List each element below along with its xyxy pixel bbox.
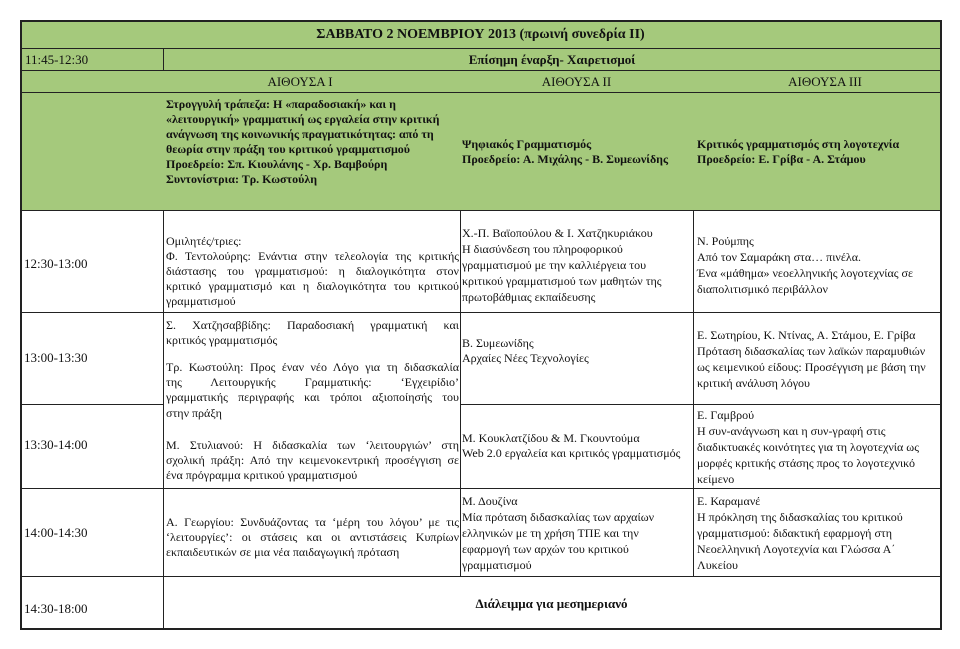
grid-h2	[20, 70, 941, 71]
grid-h1	[20, 48, 941, 49]
grid-v-r2	[693, 210, 694, 576]
page-title: ΣΑΒΒΑΤΟ 2 ΝΟΕΜΒΡΙΟΥ 2013 (πρωινή συνεδρία ΙΙ)	[316, 27, 645, 42]
grid-h4	[20, 210, 941, 211]
room-3-heading: ΑΙΘΟΥΣΑ ΙΙΙ	[788, 74, 862, 89]
room-1-heading: ΑΙΘΟΥΣΑ Ι	[267, 74, 333, 89]
time-slot-3: 13:30-14:00	[24, 437, 88, 452]
opening-text: Επίσημη έναρξη- Χαιρετισμοί	[468, 52, 636, 67]
room-2-heading: ΑΙΘΟΥΣΑ ΙΙ	[541, 74, 612, 89]
grid-v-right	[940, 20, 942, 630]
grid-h8	[20, 576, 941, 577]
grid-h6	[20, 404, 163, 405]
grid-v-left	[20, 20, 22, 630]
grid-h6b	[460, 404, 941, 405]
time-slot-1: 12:30-13:00	[24, 256, 88, 271]
grid-v-time2	[163, 210, 164, 628]
time-slot-2: 13:00-13:30	[24, 350, 88, 365]
time-slot-4: 14:00-14:30	[24, 525, 88, 540]
time-slot-5: 14:30-18:00	[24, 601, 88, 616]
grid-v-r1	[460, 210, 461, 576]
opening-time: 11:45-12:30	[25, 52, 89, 67]
grid-bottom	[20, 628, 941, 630]
grid-h7	[20, 488, 941, 489]
grid-top	[20, 20, 941, 22]
grid-h3	[20, 92, 941, 93]
lunch-break-label: Διάλειμμα για μεσημεριανό	[475, 596, 628, 611]
grid-h5	[20, 312, 941, 313]
